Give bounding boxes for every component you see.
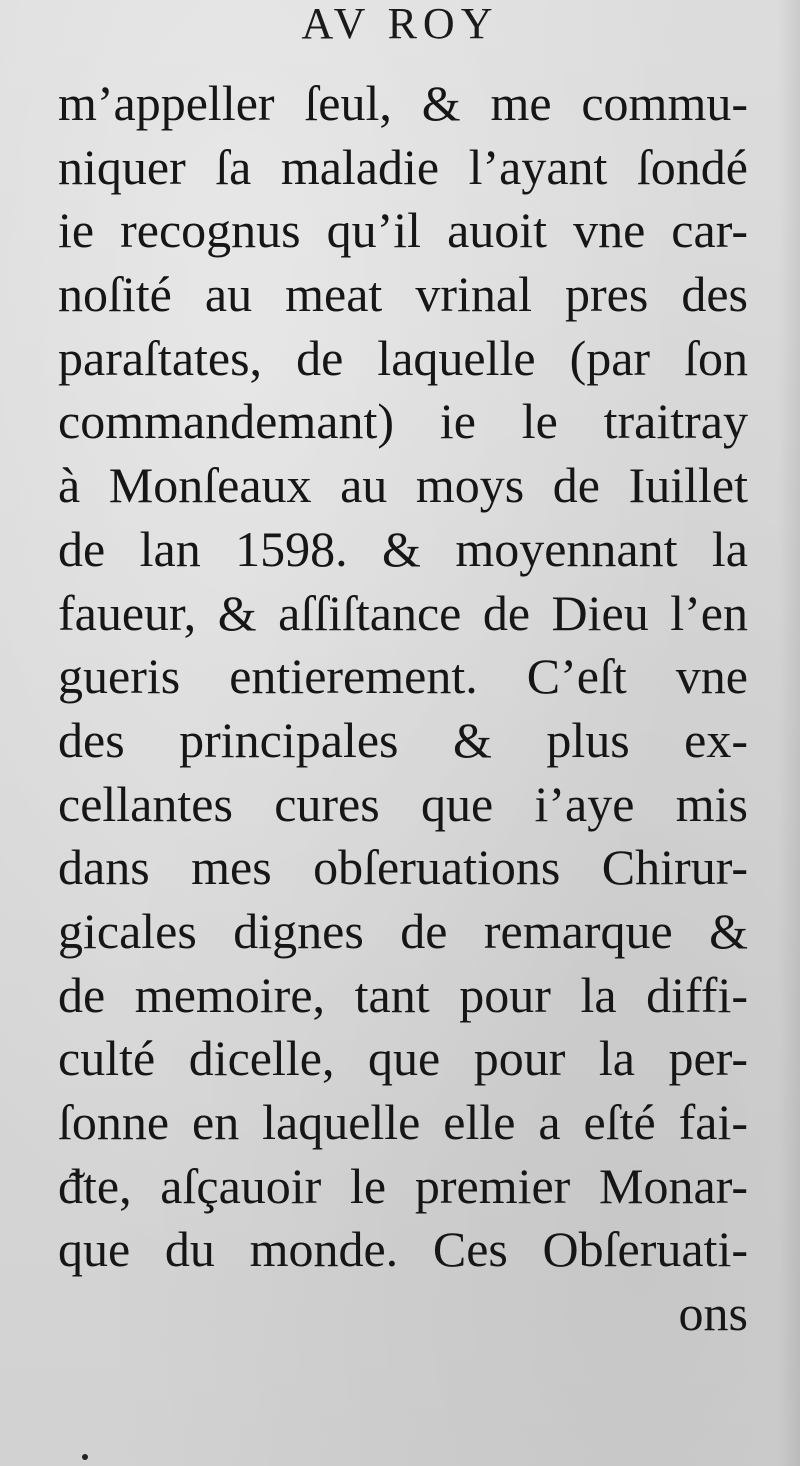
ink-speck (82, 1454, 88, 1460)
text-line: dans mes obſeruations Chirur- (58, 839, 748, 896)
text-line: ᵭte, aſçauoir le premier Monar- (58, 1157, 748, 1214)
text-line: gicales dignes de remarque & (58, 902, 748, 959)
text-line: commandemant) ie le traitray (58, 393, 748, 450)
text-line: de memoire, tant pour la diffi- (58, 966, 748, 1023)
text-line: à Monſeaux au moys de Iuillet (58, 457, 748, 514)
page-edge-shadow (778, 0, 800, 1466)
running-head: AV ROY (301, 0, 499, 48)
text-line: niquer ſa maladie l’ayant ſondé (58, 138, 748, 195)
text-block (58, 72, 748, 1346)
text-line: paraſtates, de laquelle (par ſon (58, 329, 748, 386)
text-line: m’appeller ſeul, & me commu- (58, 75, 748, 131)
text-line: des principales & plus ex- (58, 711, 748, 768)
text-line: noſité au meat vrinal pres des (58, 266, 748, 323)
text-line: gueris entierement. C’eſt vne (58, 648, 748, 705)
text-line: que du monde. Ces Obſeruati- (58, 1221, 748, 1278)
text-line: ie recognus qu’il auoit vne car- (58, 202, 748, 259)
text-line: de lan 1598. & moyennant la (58, 520, 748, 577)
text-line: ſonne en laquelle elle a eſté fai- (58, 1094, 748, 1150)
text-line: cellantes cures que i’aye mis (58, 775, 748, 832)
text-line: culté dicelle, que pour la per- (58, 1030, 748, 1087)
text-line: faueur, & aſſiſtance de Dieu l’en (58, 584, 748, 641)
catchword: ons (678, 1285, 748, 1342)
